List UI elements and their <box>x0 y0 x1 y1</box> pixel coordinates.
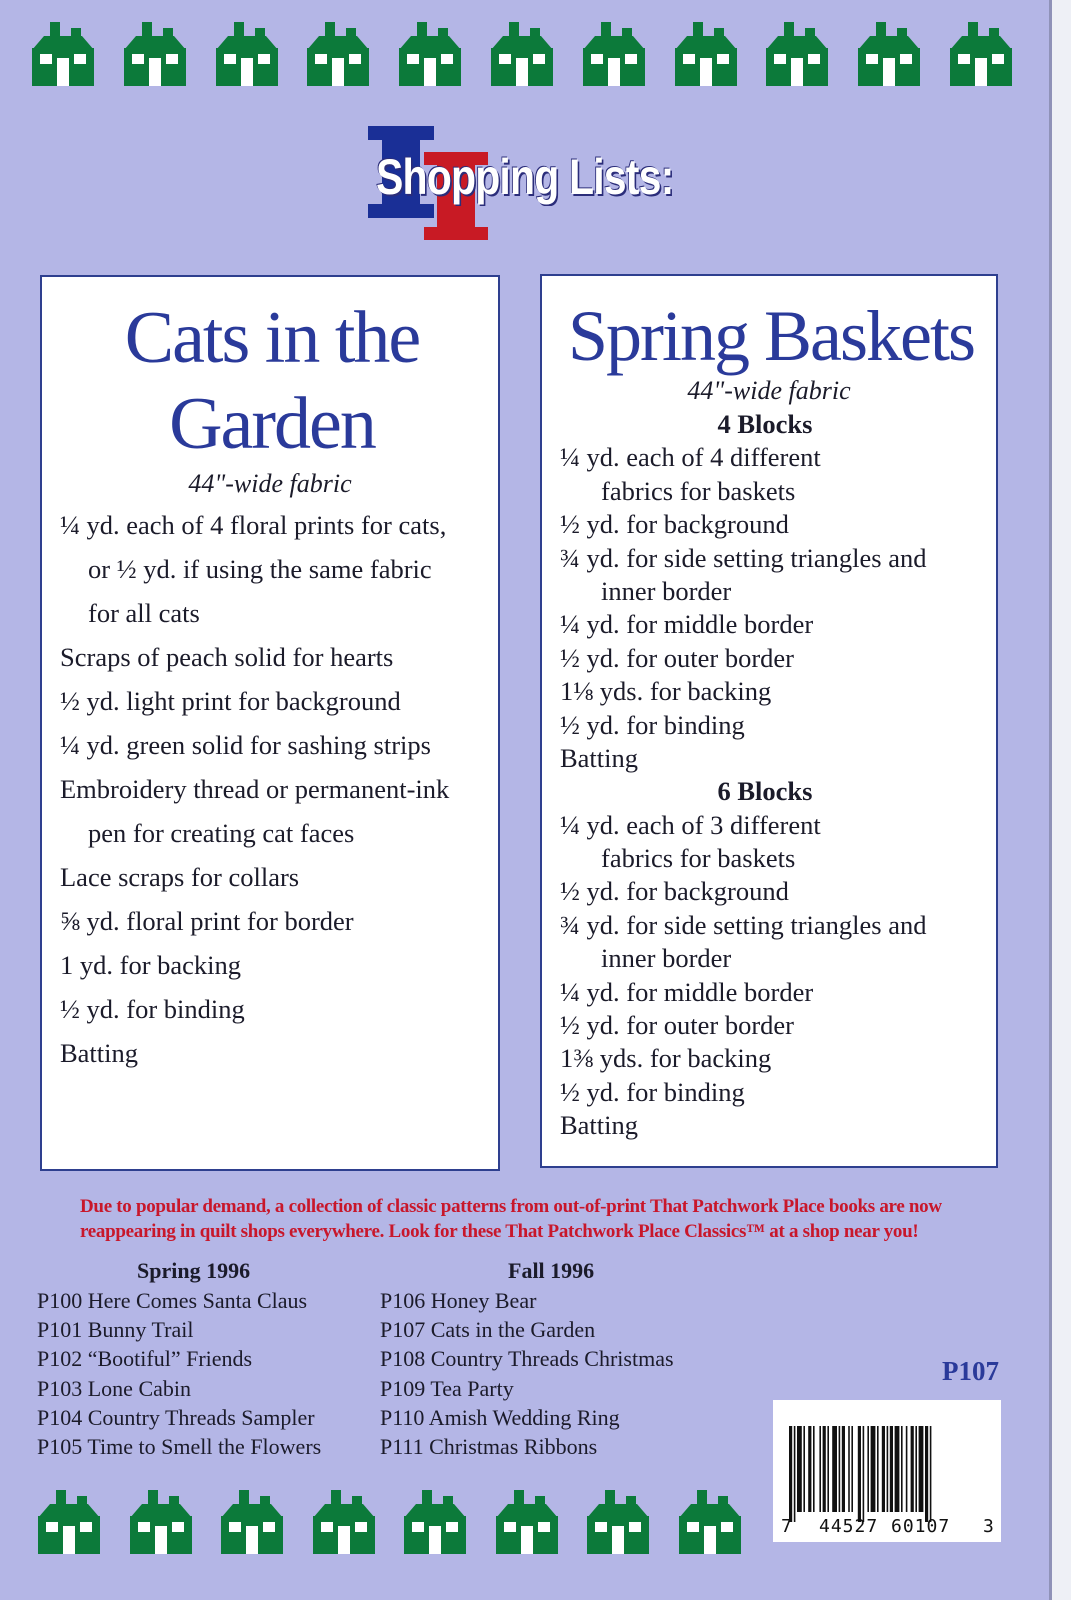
list-item: inner border <box>601 575 732 606</box>
list-item: ¼ yd. each of 4 different <box>560 442 821 473</box>
list-item: ¼ yd. each of 4 floral prints for cats, <box>60 510 447 540</box>
list-item: ½ yd. for binding <box>560 709 745 740</box>
house-icon <box>311 1488 381 1558</box>
barcode-bar <box>911 1426 914 1512</box>
list-item: fabrics for baskets <box>601 475 796 506</box>
house-icon <box>128 1488 198 1558</box>
barcode-bar <box>882 1426 885 1512</box>
fall-1996-heading: Fall 1996 <box>508 1258 595 1283</box>
barcode-bar <box>925 1426 928 1522</box>
list-item: for all cats <box>88 598 200 628</box>
pattern-item: P111 Christmas Ribbons <box>380 1433 598 1459</box>
house-icon <box>581 20 651 90</box>
barcode-bar <box>848 1426 850 1512</box>
barcode-bar <box>797 1426 802 1512</box>
section-heading-6-blocks: 6 Blocks <box>717 776 813 807</box>
product-code: P107 <box>942 1356 999 1386</box>
list-item: ¾ yd. for side setting triangles and <box>560 909 927 940</box>
fabric-width-note: 44"-wide fabric <box>687 376 851 405</box>
barcode-bar <box>901 1426 903 1512</box>
barcode-bar <box>890 1426 893 1512</box>
barcode-bar <box>842 1426 845 1512</box>
barcode-left-digits: 44527 <box>819 1516 879 1537</box>
list-item: ¼ yd. for middle border <box>560 976 814 1007</box>
fabric-width-note: 44"-wide fabric <box>188 469 352 498</box>
pattern-item: P103 Lone Cabin <box>37 1375 191 1401</box>
house-icon <box>214 20 284 90</box>
barcode-bar <box>789 1426 792 1522</box>
notice-line-1: Due to popular demand, a collection of classic patterns from out-of-print That Patchwork Place books are now <box>80 1196 942 1217</box>
pattern-item: P105 Time to Smell the Flowers <box>37 1433 322 1459</box>
barcode-bar <box>808 1426 811 1512</box>
house-icon <box>856 20 926 90</box>
list-item: ¼ yd. green solid for sashing strips <box>60 730 431 760</box>
spring-1996-heading: Spring 1996 <box>137 1258 251 1283</box>
barcode-bar <box>813 1426 815 1512</box>
supply-list <box>60 503 500 1075</box>
house-icon <box>30 20 100 90</box>
section-heading-4-blocks: 4 Blocks <box>717 409 813 439</box>
house-icon <box>673 20 743 90</box>
pattern-item: P101 Bunny Trail <box>37 1317 194 1343</box>
list-item: Embroidery thread or permanent-ink <box>60 774 450 804</box>
house-icon <box>402 1488 472 1558</box>
barcode-bar <box>867 1426 869 1512</box>
notice-line-2: reappearing in quilt shops everywhere. Look for these That Patchwork Place Classics™ at a shop near you! <box>80 1221 919 1242</box>
spring-baskets-card <box>540 274 998 1168</box>
pattern-item: P109 Tea Party <box>380 1375 514 1401</box>
pattern-item: P108 Country Threads Christmas <box>380 1346 674 1372</box>
house-icon <box>36 1488 106 1558</box>
barcode-bar <box>915 1426 917 1512</box>
card-title-line-1: Cats in the <box>124 297 420 379</box>
barcode-bar <box>930 1426 932 1522</box>
barcode-bar <box>895 1426 900 1512</box>
pattern-item: P102 “Bootiful” Friends <box>37 1346 253 1372</box>
pattern-item: P106 Honey Bear <box>380 1288 537 1313</box>
barcode-bar <box>863 1426 865 1522</box>
card-title <box>42 295 502 467</box>
pattern-item: P110 Amish Wedding Ring <box>380 1404 620 1430</box>
page-edge <box>1049 0 1071 1600</box>
list-item: 1⅜ yds. for backing <box>560 1043 772 1074</box>
card-title-line-2: Garden <box>169 383 375 465</box>
barcode <box>773 1400 1001 1542</box>
list-item: fabrics for baskets <box>601 843 796 874</box>
list-item: ½ yd. for binding <box>60 994 245 1024</box>
house-icon <box>489 20 559 90</box>
barcode-bar <box>832 1426 837 1512</box>
list-item: ¾ yd. for side setting triangles and <box>560 542 927 573</box>
barcode-bar <box>827 1426 829 1512</box>
list-item: ¼ yd. each of 3 different <box>560 809 821 840</box>
list-item: 1⅛ yds. for backing <box>560 676 772 707</box>
barcode-bar <box>794 1426 796 1522</box>
house-icon <box>397 20 467 90</box>
list-item: Batting <box>560 1110 639 1141</box>
list-item: ½ yd. for binding <box>560 1076 745 1107</box>
list-item: or ½ yd. if using the same fabric <box>88 554 432 584</box>
list-item: Lace scraps for collars <box>60 862 300 892</box>
list-item: ½ yd. for outer border <box>560 642 795 673</box>
pattern-item: P100 Here Comes Santa Claus <box>37 1288 308 1313</box>
fall-1996-list <box>380 1256 740 1461</box>
list-item: Batting <box>560 742 639 773</box>
house-icon <box>948 20 1018 90</box>
barcode-right-digits: 60107 <box>891 1516 951 1537</box>
barcode-bar <box>858 1426 861 1522</box>
list-item: inner border <box>601 943 732 974</box>
barcode-bar <box>819 1426 821 1512</box>
list-item: Scraps of peach solid for hearts <box>60 642 394 672</box>
house-icon <box>677 1488 747 1558</box>
barcode-lead-digit: 7 <box>781 1516 792 1537</box>
list-item: Batting <box>60 1038 139 1068</box>
list-item: ½ yd. light print for background <box>60 686 401 716</box>
page-title: Shopping Lists: <box>376 149 674 205</box>
barcode-bar <box>906 1426 908 1512</box>
list-item: ½ yd. for background <box>560 509 789 540</box>
barcode-bar <box>887 1426 889 1512</box>
list-item: ½ yd. for outer border <box>560 1010 795 1041</box>
barcode-check-digit: 3 <box>983 1516 994 1537</box>
barcode-bar <box>919 1426 924 1512</box>
barcode-bar <box>823 1426 826 1512</box>
spring-1996-list <box>37 1256 367 1461</box>
barcode-bar <box>871 1426 876 1512</box>
barcode-bar <box>851 1426 853 1512</box>
pattern-item: P107 Cats in the Garden <box>380 1317 596 1343</box>
supply-list <box>560 408 990 1143</box>
shopping-lists-logo <box>368 126 708 238</box>
barcode-bar <box>803 1426 805 1512</box>
cats-in-the-garden-card <box>40 275 500 1171</box>
bottom-house-border <box>36 1488 756 1558</box>
classics-notice <box>80 1194 980 1244</box>
barcode-bars <box>785 1426 989 1522</box>
house-icon <box>305 20 375 90</box>
list-item: ¼ yd. for middle border <box>560 609 814 640</box>
pattern-item: P104 Country Threads Sampler <box>37 1404 315 1430</box>
list-item: ⅝ yd. floral print for border <box>60 906 354 936</box>
list-item: pen for creating cat faces <box>88 818 355 848</box>
house-icon <box>219 1488 289 1558</box>
house-icon <box>585 1488 655 1558</box>
barcode-bar <box>839 1426 841 1512</box>
card-title: Spring Baskets <box>567 296 974 376</box>
house-icon <box>122 20 192 90</box>
list-item: 1 yd. for backing <box>60 950 242 980</box>
barcode-bar <box>877 1426 879 1512</box>
list-item: ½ yd. for background <box>560 876 789 907</box>
house-icon <box>764 20 834 90</box>
top-house-border <box>30 20 1020 90</box>
house-icon <box>494 1488 564 1558</box>
